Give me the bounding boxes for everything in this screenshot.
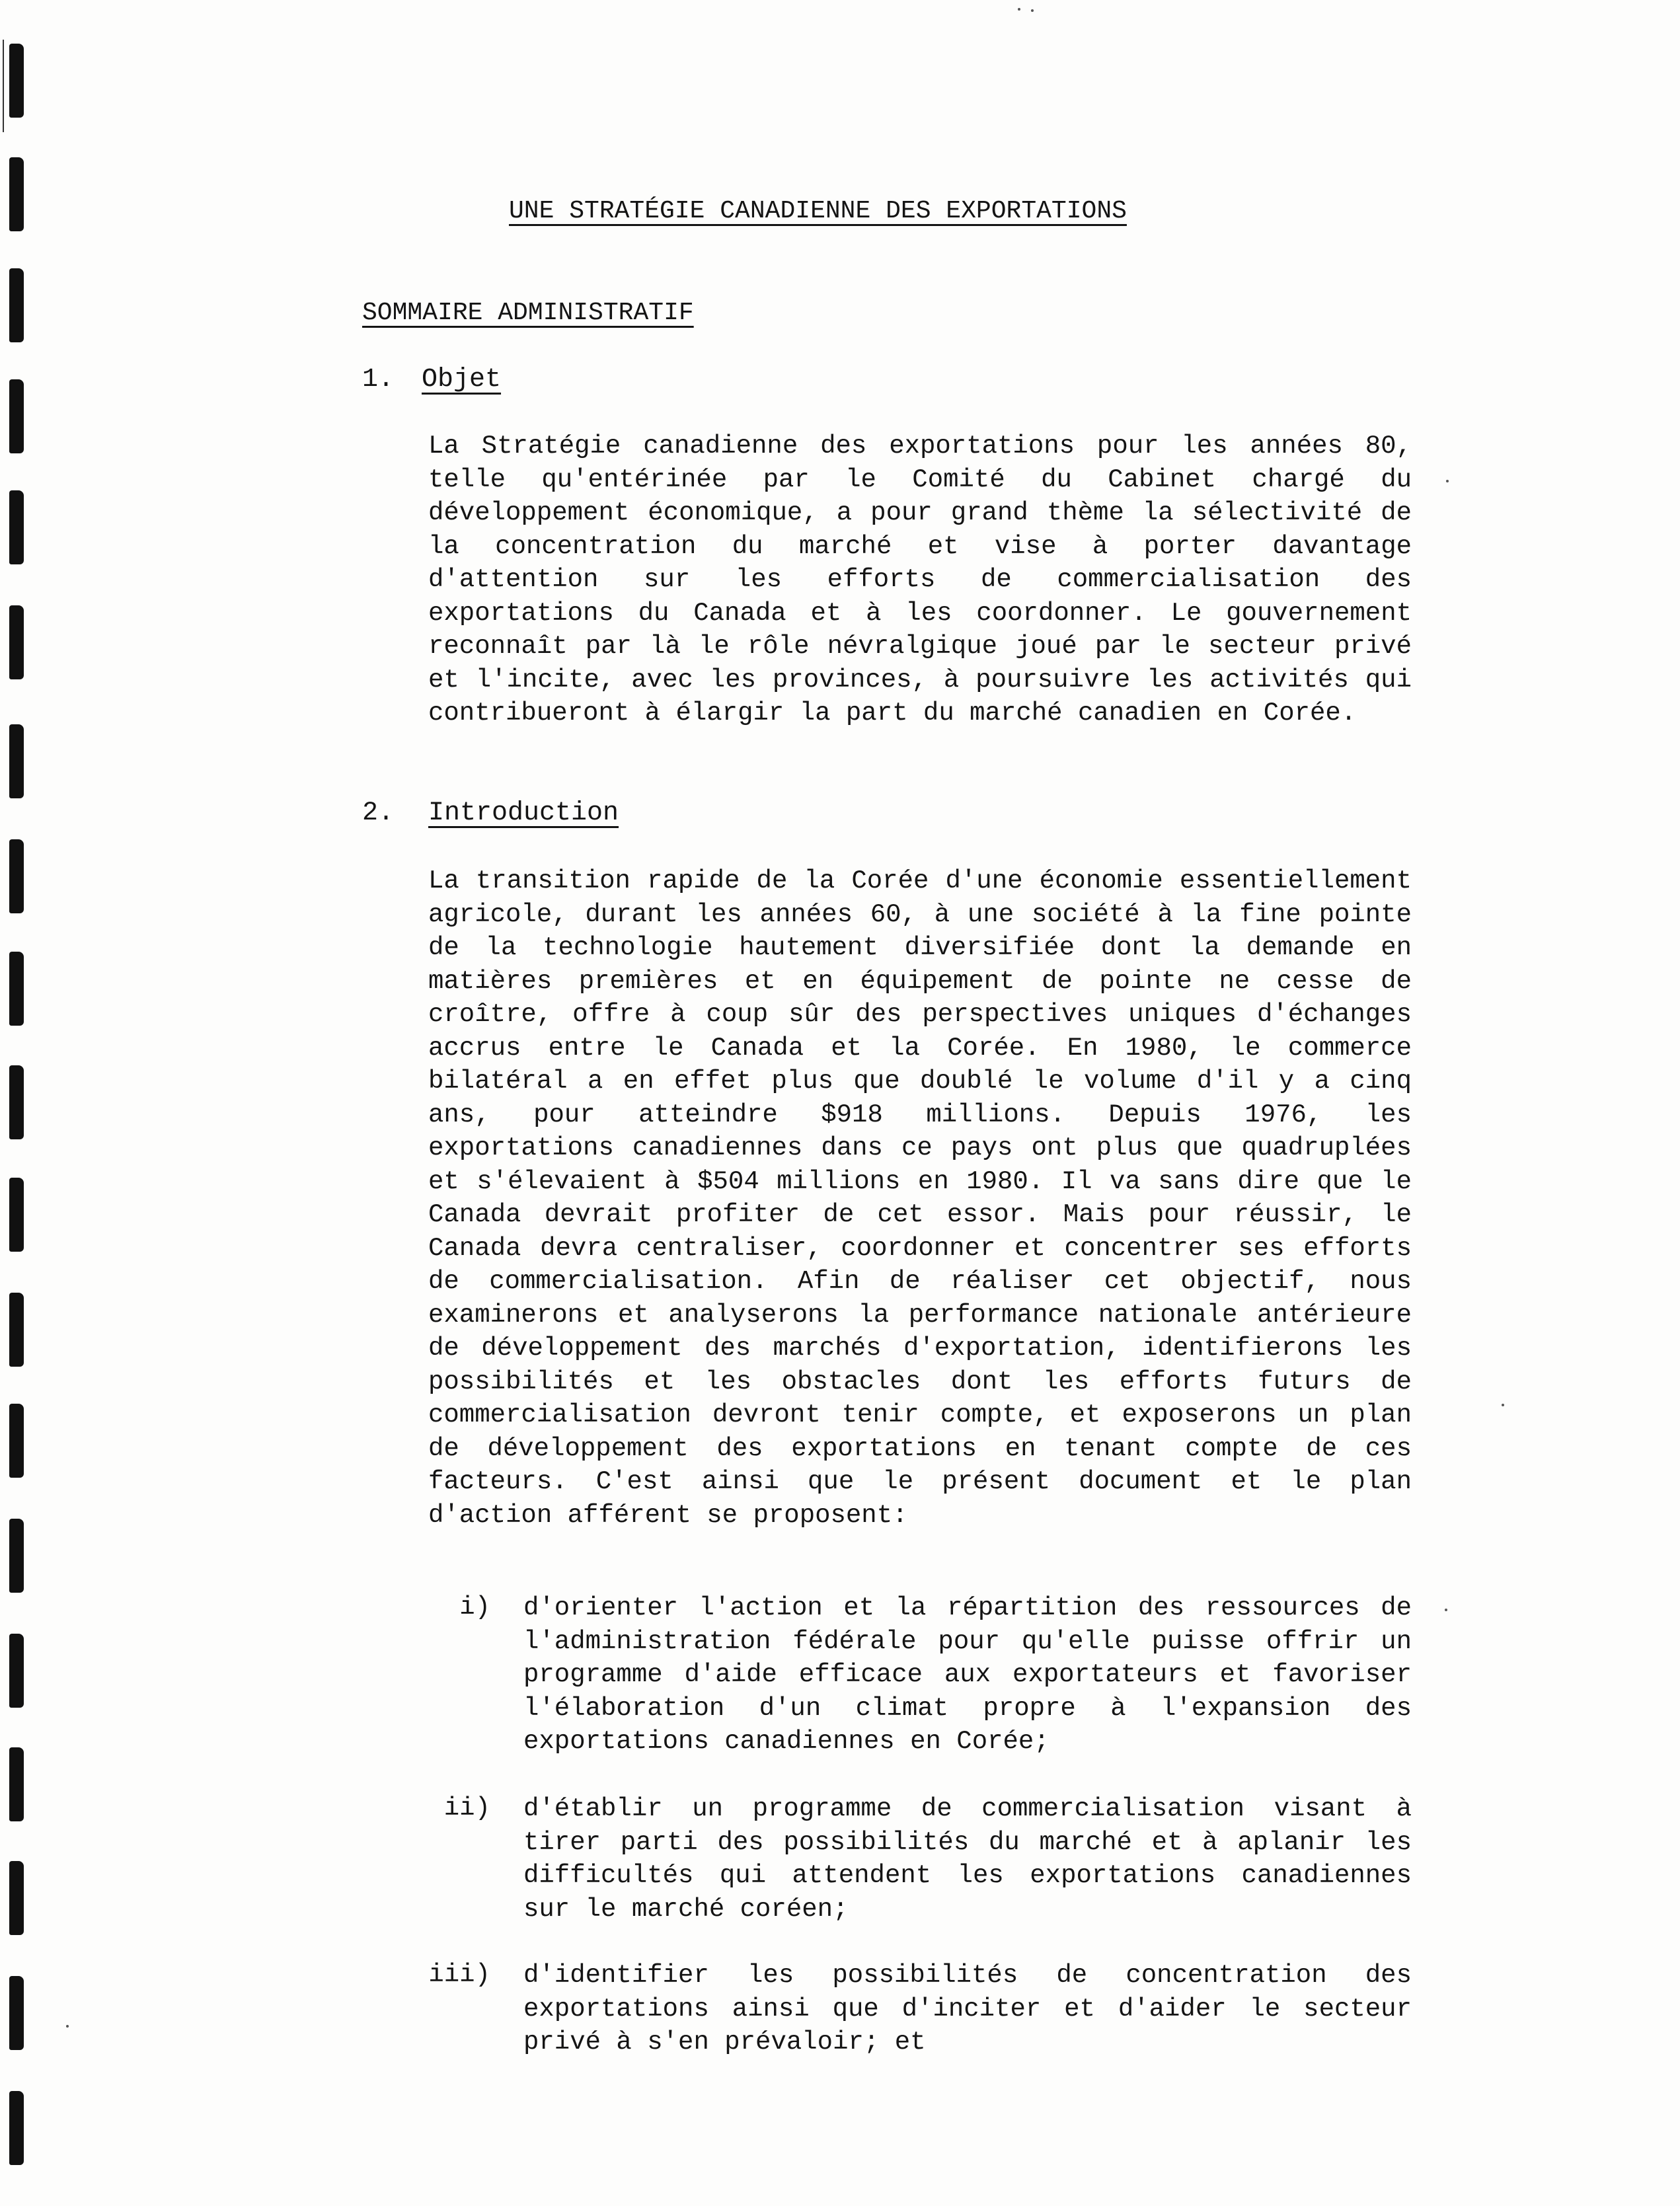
binder-punch-mark <box>9 839 24 913</box>
scan-speck <box>66 2025 69 2028</box>
binder-punch-mark <box>9 605 24 679</box>
list-item-text: d'orienter l'action et la répartition des ressources de l'administration fédérale pour qu'elle puisse offrir un programme d'aide efficace aux exportateurs et favoriser l'élaboration d'un climat propre à l'expansion des exportations canadiennes en Corée; <box>523 1593 1412 1756</box>
binder-punch-mark <box>9 1293 24 1367</box>
binder-punch-mark <box>9 1065 24 1139</box>
binder-punch-mark <box>9 952 24 1026</box>
binder-punch-mark <box>9 1861 24 1935</box>
section-heading-introduction: Introduction <box>428 798 619 828</box>
binder-punch-mark <box>9 724 24 798</box>
list-item-marker: i) <box>459 1593 490 1622</box>
section-heading-objet: Objet <box>422 365 502 395</box>
section-paragraph-objet: La Stratégie canadienne des exportations pour les années 80, telle qu'entérinée par le Comité du Cabinet chargé du développement économique, a pour grand thème la sélectivité de la concentration du marché et vise à porter davantage d'attention sur les efforts de commercialisation des exportations du Canada et à les coordonner. Le gouvernement reconnaît par là le rôle névralgique joué par le secteur privé et l'incite, avec les provinces, à poursuivre les activités qui contribueront à élargir la part du marché canadien en Corée. <box>428 432 1412 728</box>
document-subtitle: SOMMAIRE ADMINISTRATIF <box>362 299 694 327</box>
document-title: UNE STRATÉGIE CANADIENNE DES EXPORTATIONS <box>509 197 1127 225</box>
list-item-text: d'établir un programme de commercialisation visant à tirer parti des possibilités du marché et à aplanir les difficultés qui attendent les exportations canadiennes sur le marché coréen; <box>523 1794 1412 1924</box>
scan-speck <box>1018 8 1020 11</box>
page-edge-line <box>3 40 4 132</box>
binder-punch-mark <box>9 1519 24 1593</box>
binder-punch-mark <box>9 1404 24 1478</box>
binder-punch-mark <box>9 1976 24 2050</box>
scan-speck <box>1502 1404 1504 1406</box>
section-paragraph-introduction: La transition rapide de la Corée d'une économie essentiellement agricole, durant les années 60, à une société à la fine pointe de la technologie hautement diversifiée dont la demande en matières premières et en équipement de pointe ne cesse de croître, offre à coup sûr des perspectives uniques d'échanges accrus entre le Canada et la Corée. En 1980, le commerce bilatéral a en effet plus que doublé le volume d'il y a cinq ans, pour atteindre $918 millions. Depuis 1976, les exportations canadiennes dans ce pays ont plus que quadruplées et s'élevaient à $504 millions en 1980. Il va sans dire que le Canada devrait profiter de cet essor. Mais pour réussir, le Canada devra centraliser, coordonner et concentrer ses efforts de commercialisation. Afin de réaliser cet objectif, nous examinerons et analyserons la performance nationale antérieure de développement des marchés d'exportation, identifierons les possibilités et les obstacles dont les efforts futurs de commercialisation devront tenir compte, et exposerons un plan de développement des exportations en tenant compte de ces facteurs. C'est ainsi que le présent document et le plan d'action afférent se proposent: <box>428 866 1412 1530</box>
list-item-text: d'identifier les possibilités de concentration des exportations ainsi que d'inciter et d'aider le secteur privé à s'en prévaloir; et <box>523 1961 1412 2057</box>
binder-punch-mark <box>9 490 24 564</box>
list-item-marker: iii) <box>428 1960 490 1989</box>
binder-punch-mark <box>9 2091 24 2165</box>
scan-speck <box>1031 9 1034 12</box>
scan-speck <box>1445 1609 1447 1611</box>
binder-punch-mark <box>9 1747 24 1821</box>
section-number: 2. <box>362 798 395 828</box>
section-number: 1. <box>362 365 395 395</box>
binder-punch-mark <box>9 1178 24 1252</box>
binder-punch-mark <box>9 268 24 342</box>
binder-punch-mark <box>9 44 24 118</box>
binder-punch-mark <box>9 379 24 453</box>
scan-speck <box>1446 480 1449 482</box>
binder-punch-mark <box>9 1634 24 1708</box>
list-item-marker: ii) <box>443 1794 490 1823</box>
binder-punch-mark <box>9 157 24 231</box>
